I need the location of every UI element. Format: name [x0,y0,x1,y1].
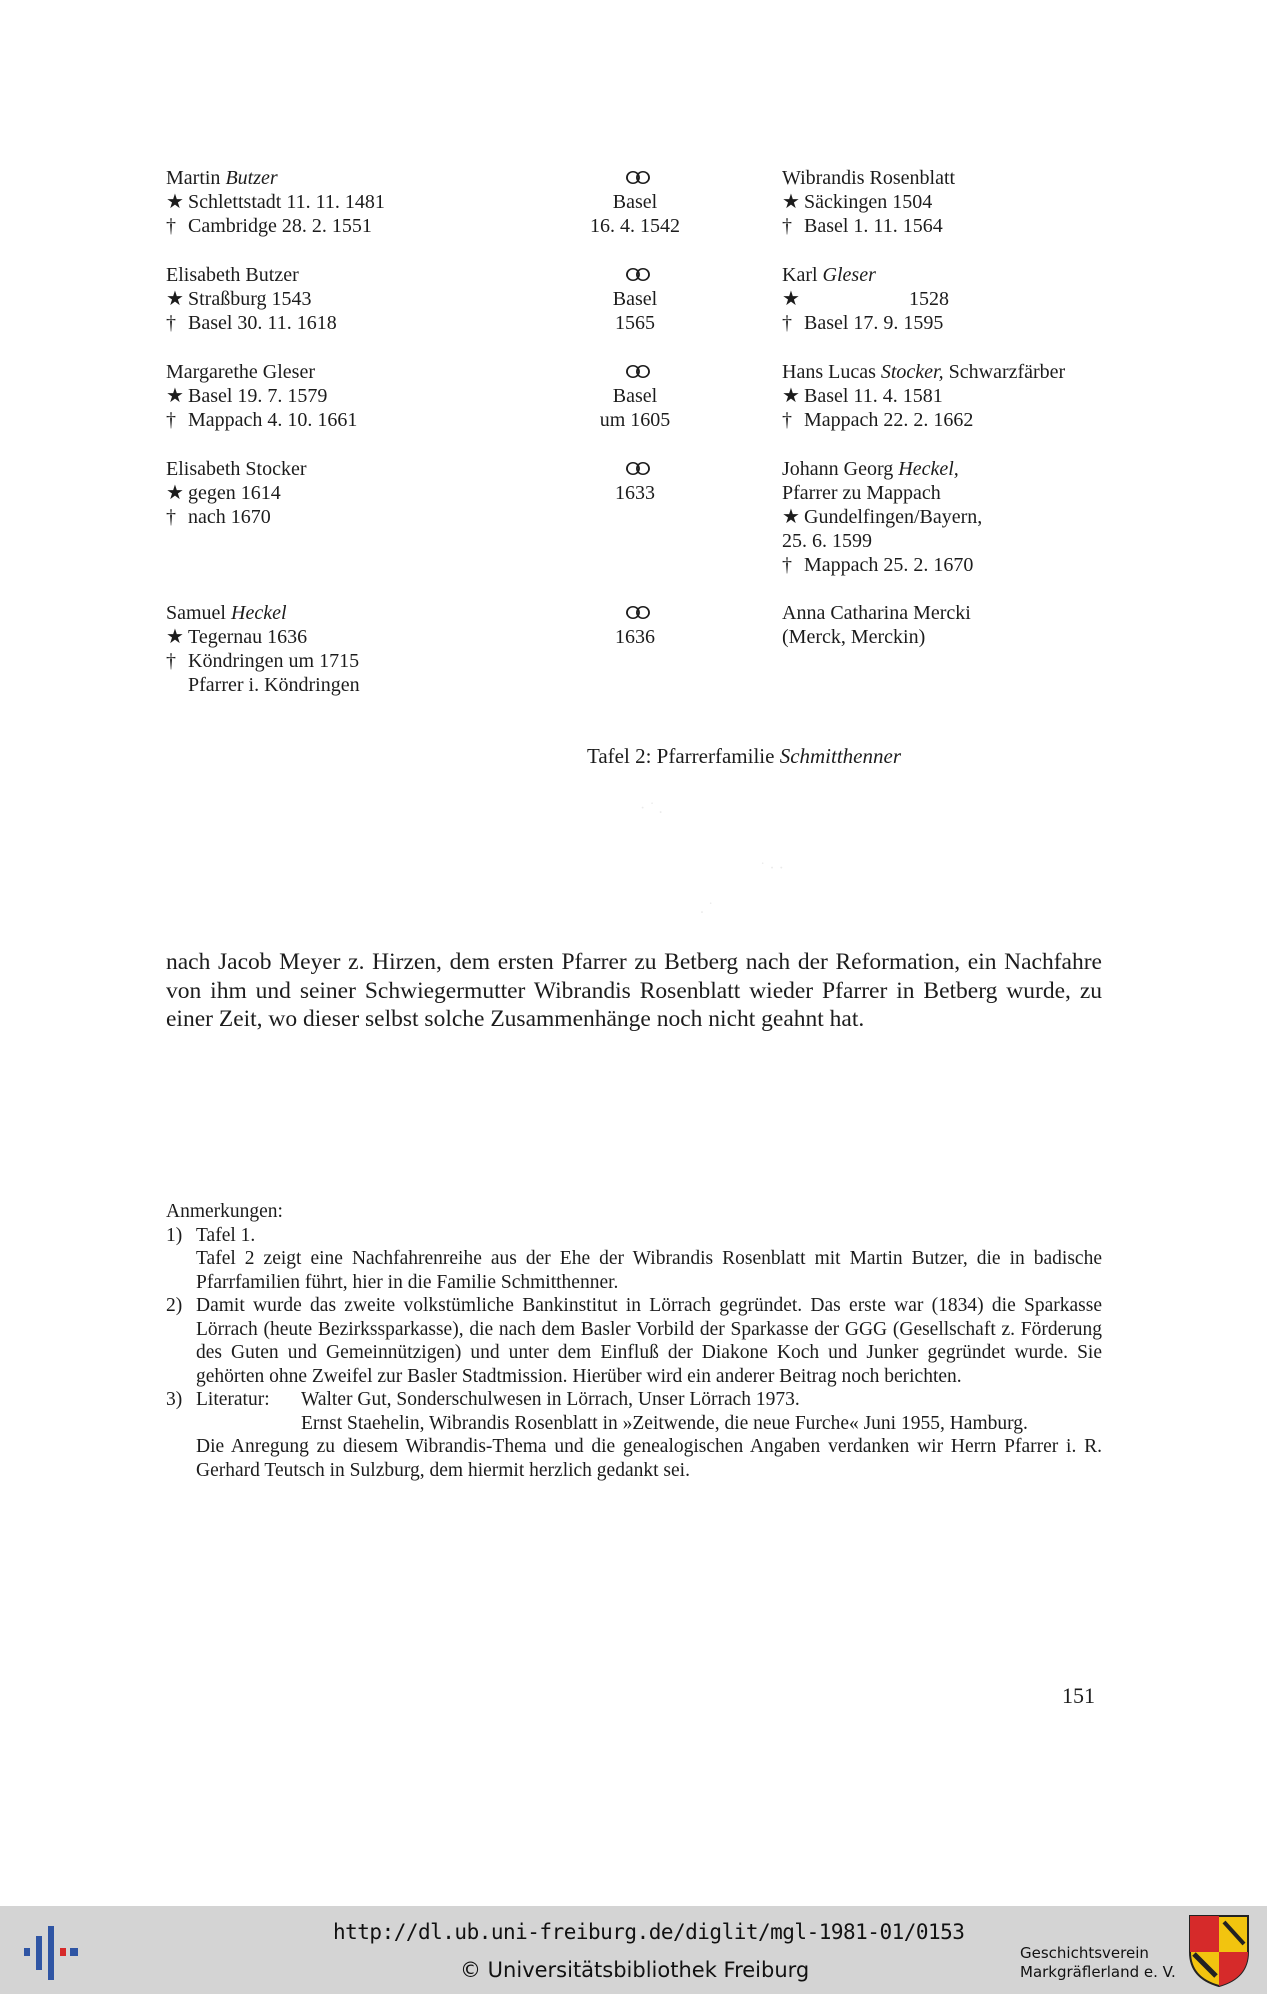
person-name [782,360,1122,384]
person-name [782,601,1122,625]
literature-ref: Ernst Staehelin, Wibrandis Rosenblatt in »Zeitwende, die neue Furche« Juni 1955, Hamburg. [301,1412,1028,1434]
person-name [782,481,1122,505]
death-dagger-icon: † [166,409,176,431]
marriage-info [560,360,710,432]
person-note: Pfarrer i. Köndringen [188,674,360,696]
surname-italic: Butzer [225,167,278,189]
literature-ref: Walter Gut, Sonderschulwesen in Lörrach, Unser Lörrach 1973. [301,1389,800,1410]
death-dagger-icon: † [166,312,176,334]
note-number: 3) [166,1389,183,1410]
life-event-text: Mappach 25. 2. 1670 [804,554,974,576]
marriage-symbol: ⵔⵔ [625,362,645,382]
name-text: Johann Georg [782,458,899,480]
life-event-text: Basel 1. 11. 1564 [804,215,943,237]
birth-line [782,190,1122,214]
death-line [782,214,1122,238]
name-text: Elisabeth Butzer [166,264,299,286]
name-text: Pfarrer zu Mappach [782,482,941,504]
society-line: Geschichtsverein [1020,1944,1149,1962]
bleed-through-mark: ˙ · · [760,860,784,877]
name-text: Wibrandis Rosenblatt [782,167,956,189]
death-line [166,649,566,673]
name-text: Karl [782,264,823,286]
birth-star-icon: ★ [782,506,800,528]
birth-star-icon: ★ [166,482,184,504]
birth-star-icon: ★ [782,385,800,407]
life-event-text: Basel 17. 9. 1595 [804,312,944,334]
death-dagger-icon: † [166,215,176,237]
birth-star-icon: ★ [166,385,184,407]
marriage-info [560,457,710,505]
note-text [196,1224,1102,1295]
death-dagger-icon: † [782,409,792,431]
note-text: Damit wurde das zweite volkstümliche Bankinstitut in Lörrach gegründet. Das erste war (1834) die Sparkasse Lörrach (heute Bezirkssparkasse), die nach dem Basler Vorbild der Sparkasse der GGG (Gesellschaft z. Förderung des Guten und Gemeinnützigen) und unter dem Einfluß der Diakone Koch und Junker gegründet wurde. Sie gehörten ohne Zweifel zur Basler Stadtmission. Hierüber wird ein anderer Beitrag noch berichten. [196,1295,1102,1387]
name-suffix: Schwarzfärber [943,361,1066,383]
name-text: Anna Catharina Mercki [782,602,971,624]
death-line [166,311,566,335]
marriage-detail: 1565 [615,312,655,334]
notes-section [166,1200,1102,1482]
death-dagger-icon: † [166,506,176,528]
marriage-symbol: ⵔⵔ [625,459,645,479]
name-text: Elisabeth Stocker [166,458,307,480]
person-name [782,166,1122,190]
coat-of-arms-icon [1188,1914,1250,1988]
death-dagger-icon: † [782,215,792,237]
spouse-left [166,263,566,335]
death-dagger-icon: † [782,554,792,576]
marriage-symbol: ⵔⵔ [625,265,645,285]
page-number: 151 [1062,1683,1095,1708]
death-line [166,505,566,529]
person-name [166,360,566,384]
surname-italic: Gleser [822,264,876,286]
person-name [166,263,566,287]
library-logo-icon [14,1918,84,1988]
note-number: 2) [166,1295,183,1316]
death-line [166,408,566,432]
name-text: (Merck, Merckin) [782,626,926,648]
birth-line [166,481,566,505]
marriage-detail: 1633 [615,482,655,504]
name-text: Margarethe Gleser [166,361,316,383]
marriage-info [560,166,710,238]
birth-star-icon: ★ [782,288,800,310]
marriage-detail: 1636 [615,626,655,648]
life-event-text: nach 1670 [188,506,271,528]
bleed-through-mark: . ˙ [700,900,714,917]
marriage-detail: um 1605 [599,409,671,431]
spouse-left [166,360,566,432]
literature-refs [301,1388,1028,1435]
birth-star-icon: ★ [166,626,184,648]
birth-line [782,287,1122,311]
literature-block [196,1388,1102,1435]
person-name [166,457,566,481]
note-text [196,1388,1102,1482]
birth-line [782,384,1122,408]
birth-line [166,384,566,408]
bleed-through-mark: · ˙ . [640,800,663,817]
name-text: Hans Lucas [782,361,881,383]
birth-line [166,190,566,214]
life-event-text: gegen 1614 [188,482,281,504]
spouse-right [782,457,1122,577]
person-name [782,263,1122,287]
life-event-text: Mappach 4. 10. 1661 [188,409,358,431]
note-item [166,1294,1102,1388]
spouse-right [782,601,1122,649]
caption-text: Tafel 2: Pfarrerfamilie [587,744,780,768]
birth-star-icon: ★ [166,191,184,213]
note-number: 1) [166,1224,183,1246]
spouse-left [166,457,566,529]
life-event-text: Basel 11. 4. 1581 [804,385,943,407]
marriage-detail: Basel [612,191,658,213]
life-event-text: Straßburg 1543 [188,288,312,310]
death-line [166,214,566,238]
marriage-info [560,263,710,335]
surname-italic: Stocker, [880,361,944,383]
surname-italic: Heckel, [898,458,959,480]
death-dagger-icon: † [782,312,792,334]
birth-star-icon: ★ [166,288,184,310]
life-event-text: Schlettstadt 11. 11. 1481 [188,191,385,213]
literature-label: Literatur: [196,1389,270,1410]
acknowledgement-text: Die Anregung zu diesem Wibrandis-Thema und die genealogischen Angaben verdanken wir Herrn Pfarrer i. R. Gerhard Teutsch in Sulzburg, dem hiermit herzlich gedankt sei. [196,1436,1102,1481]
life-event-text: Cambridge 28. 2. 1551 [188,215,372,237]
life-event-text: Tegernau 1636 [188,626,308,648]
death-line [782,553,1122,577]
name-text: 25. 6. 1599 [782,530,872,552]
figure-caption [587,744,901,769]
life-event-text: Mappach 22. 2. 1662 [804,409,974,431]
spouse-right [782,166,1122,238]
caption-italic: Schmitthenner [779,744,901,768]
birth-line [166,625,566,649]
name-text: Samuel [166,602,231,624]
person-name [166,601,566,625]
birth-line [782,505,1122,529]
spouse-right [782,360,1122,432]
life-event-text: Gundelfingen/Bayern, [804,506,983,528]
life-event-text: Köndringen um 1715 [188,650,360,672]
spouse-left [166,601,566,697]
person-name [782,529,1122,553]
life-event-text: Basel 19. 7. 1579 [188,385,328,407]
person-name [782,457,1122,481]
footer-bar [0,1906,1267,1994]
note-item [166,1224,1102,1295]
birth-line [166,287,566,311]
surname-italic: Heckel [231,602,287,624]
spouse-left [166,166,566,238]
death-line [782,408,1122,432]
birth-star-icon: ★ [782,191,800,213]
life-event-text: Basel 30. 11. 1618 [188,312,337,334]
marriage-detail: Basel [612,288,658,310]
copyright-text: © Universitätsbibliothek Freiburg [460,1958,810,1982]
name-text: Martin [166,167,226,189]
marriage-detail: Basel [612,385,658,407]
death-line [782,311,1122,335]
note-line: Tafel 1. [196,1224,256,1246]
society-line: Markgräflerland e. V. [1020,1963,1176,1981]
death-dagger-icon: † [166,650,176,672]
note-line: Tafel 2 zeigt eine Nachfahrenreihe aus der Ehe der Wibrandis Rosenblatt mit Martin Butzer, die in badische Pfarrfamilien führt, hier in die Familie Schmitthenner. [196,1248,1102,1293]
spouse-right [782,263,1122,335]
note-item [166,1388,1102,1482]
marriage-detail: 16. 4. 1542 [590,215,680,237]
person-name [166,166,566,190]
marriage-symbol: ⵔⵔ [625,603,645,623]
life-event-text: 1528 [804,288,949,310]
marriage-info [560,601,710,649]
person-name [782,625,1122,649]
body-paragraph: nach Jacob Meyer z. Hirzen, dem ersten Pfarrer zu Betberg nach der Reformation, ein Nachfahre von ihm und seiner Schwiegermutter Wibrandis Rosenblatt wieder Pfarrer in Betberg wurde, zu einer Zeit, wo dieser selbst solche Zusammenhänge noch nicht geahnt hat. [166,949,1102,1032]
notes-heading: Anmerkungen: [166,1201,283,1222]
life-event-text: Säckingen 1504 [804,191,933,213]
marriage-symbol: ⵔⵔ [625,168,645,188]
society-name [1020,1944,1176,1982]
document-url-link[interactable]: http://dl.ub.uni-freiburg.de/diglit/mgl-1981-01/0153 [333,1920,965,1944]
